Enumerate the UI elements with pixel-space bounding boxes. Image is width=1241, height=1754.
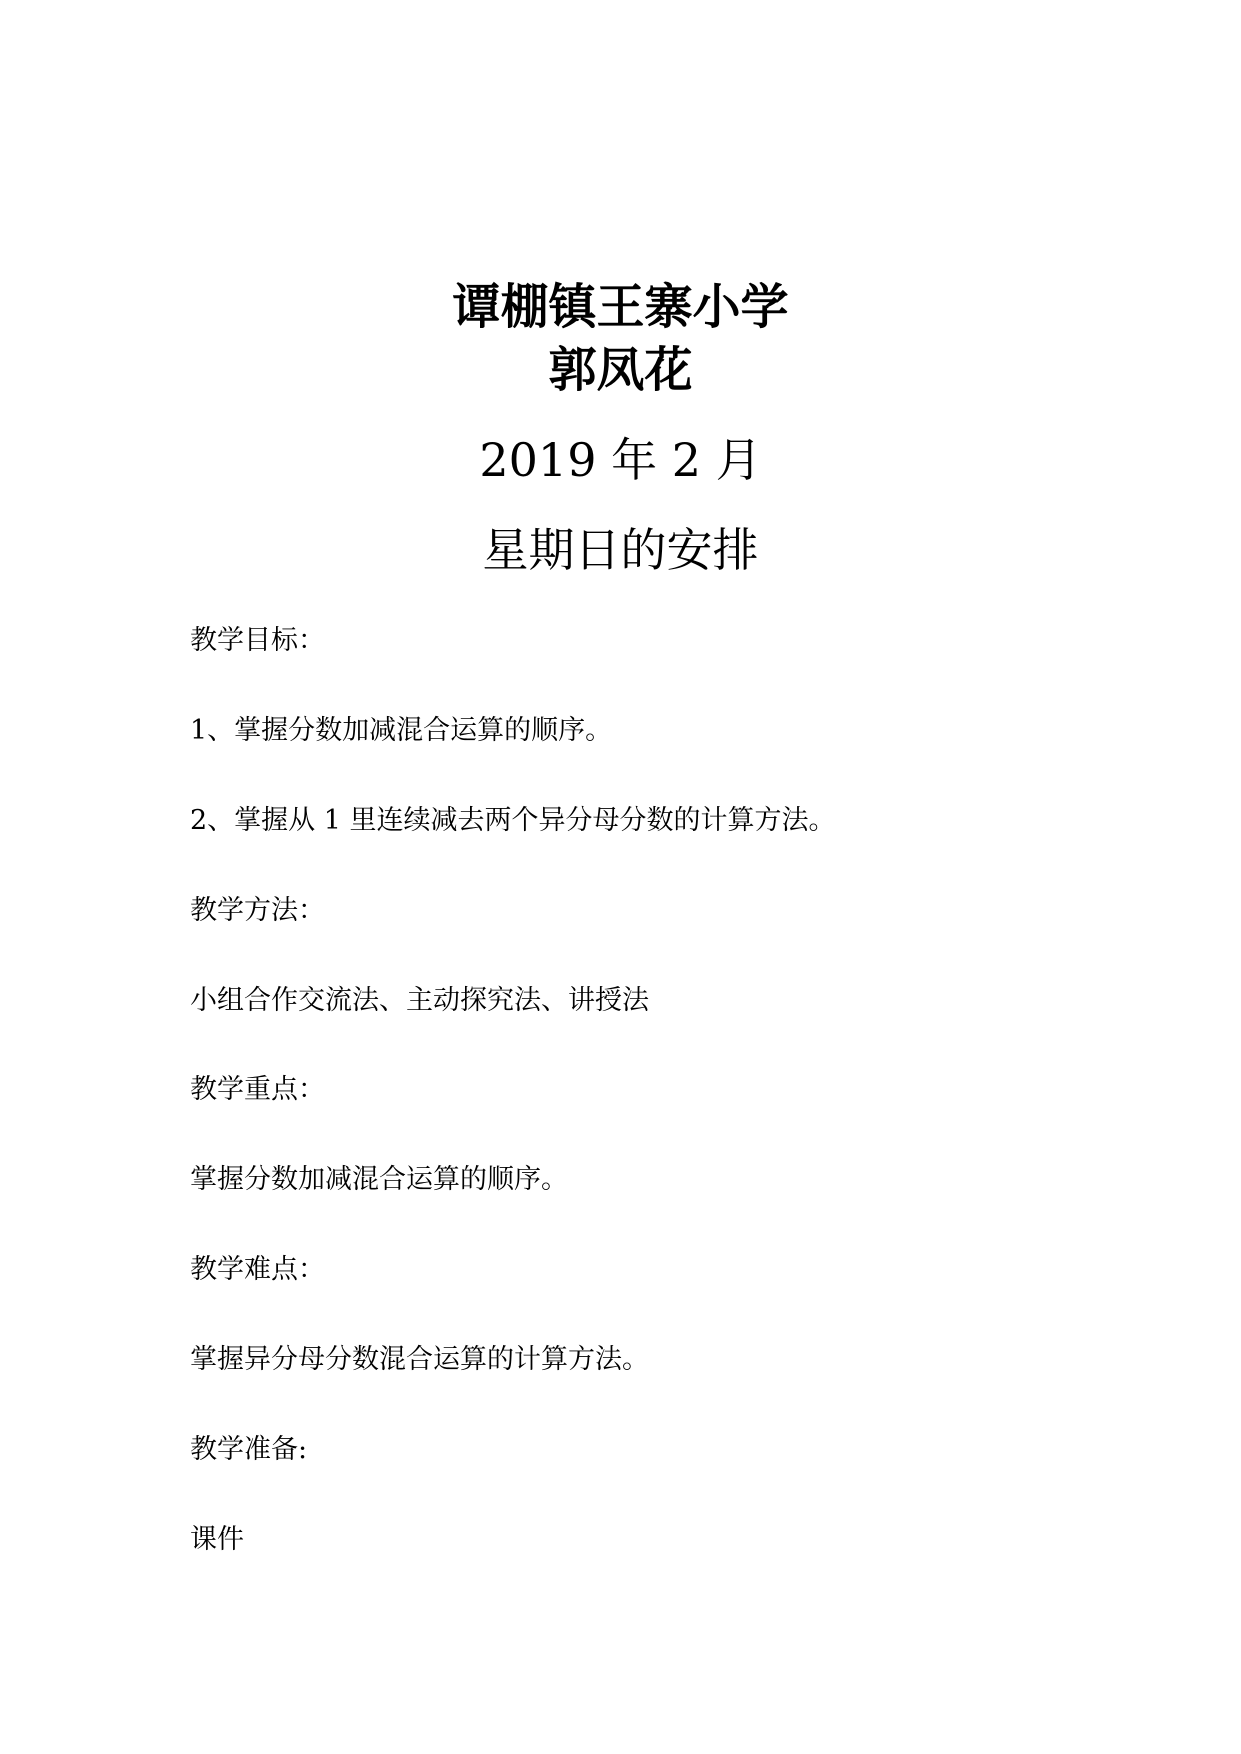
objective-item-1: 1、掌握分数加减混合运算的顺序。 xyxy=(190,715,613,746)
lesson-title: 星期日的安排 xyxy=(482,523,759,577)
methods-heading: 教学方法： xyxy=(190,895,325,926)
difficulties-text: 掌握异分母分数混合运算的计算方法。 xyxy=(190,1344,649,1375)
document-date: 2019 年 2 月 xyxy=(479,433,762,487)
preparation-text: 课件 xyxy=(190,1524,244,1555)
key-points-text: 掌握分数加减混合运算的顺序。 xyxy=(190,1164,568,1195)
preparation-heading: 教学准备: xyxy=(190,1434,308,1465)
school-name: 谭棚镇王寨小学 xyxy=(452,279,789,335)
difficulties-heading: 教学难点： xyxy=(190,1254,325,1285)
key-points-heading: 教学重点： xyxy=(190,1074,325,1105)
methods-text: 小组合作交流法、主动探究法、讲授法 xyxy=(190,985,649,1016)
teacher-name: 郭凤花 xyxy=(548,342,693,398)
objectives-heading: 教学目标： xyxy=(190,625,325,656)
objective-item-2: 2、掌握从 1 里连续减去两个异分母分数的计算方法。 xyxy=(190,805,836,836)
